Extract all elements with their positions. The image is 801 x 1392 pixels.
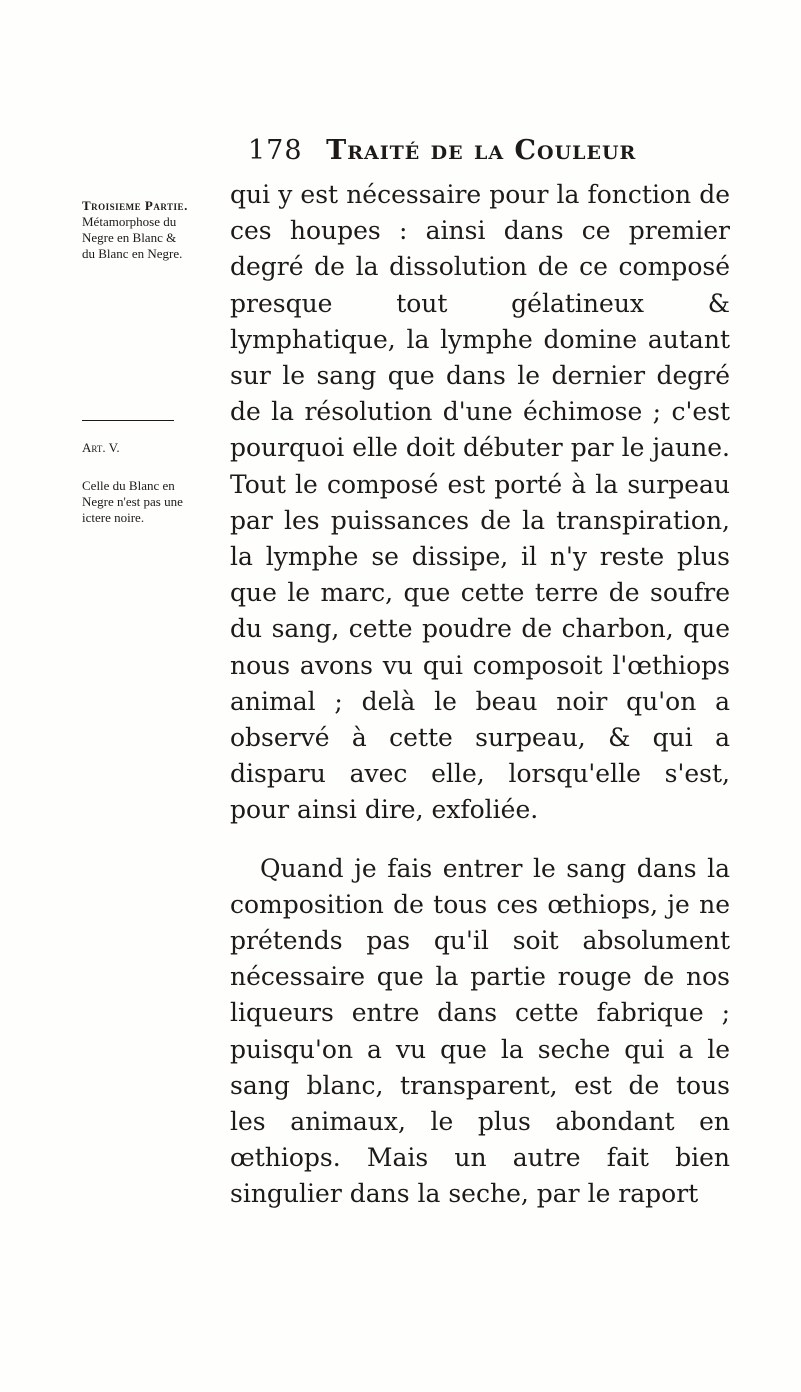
article-note: Celle du Blanc en Negre n'est pas une ictere noire.	[82, 478, 183, 525]
page-number: 178	[248, 135, 303, 166]
margin-note-part	[82, 182, 192, 262]
margin-rule	[82, 420, 174, 421]
paragraph-1: qui y est nécessaire pour la fonction de ces houpes : ainsi dans ce premier degré de la dissolution de ce composé presque tout gélatineux & lymphatique, la lymphe domine autant sur le sang que dans le dernier degré de la résolution d'une échimose ; c'est pourquoi elle doit débuter par le jaune. Tout le composé est porté à la surpeau par les puissances de la transpiration, la lymphe se dissipe, il n'y reste plus que le marc, que cette terre de soufre du sang, cette poudre de charbon, que nous avons vu qui composoit l'œthiops animal ; delà le beau noir qu'on a observé à cette surpeau, & qui a disparu avec elle, lorsqu'elle s'est, pour ainsi dire, exfoliée.	[230, 180, 730, 825]
body-text	[230, 177, 730, 1213]
paragraph-2: Quand je fais entrer le sang dans la composition de tous ces œthiops, je ne prétends pas qu'il soit absolument nécessaire que la partie rouge de nos liqueurs entre dans cette fabrique ; puisqu'on a vu que la seche qui a le sang blanc, transparent, est de tous les animaux, le plus abondant en œthiops. Mais un autre fait bien singulier dans la seche, par le raport	[230, 853, 730, 1209]
part-note: Métamorphose du Negre en Blanc & du Blanc en Negre.	[82, 214, 183, 261]
part-label: Troisieme Partie.	[82, 198, 188, 213]
article-label: Art. V.	[82, 440, 120, 455]
running-head	[248, 135, 636, 166]
margin-note-article	[82, 404, 192, 542]
running-title: Traité de la Couleur	[326, 135, 637, 166]
